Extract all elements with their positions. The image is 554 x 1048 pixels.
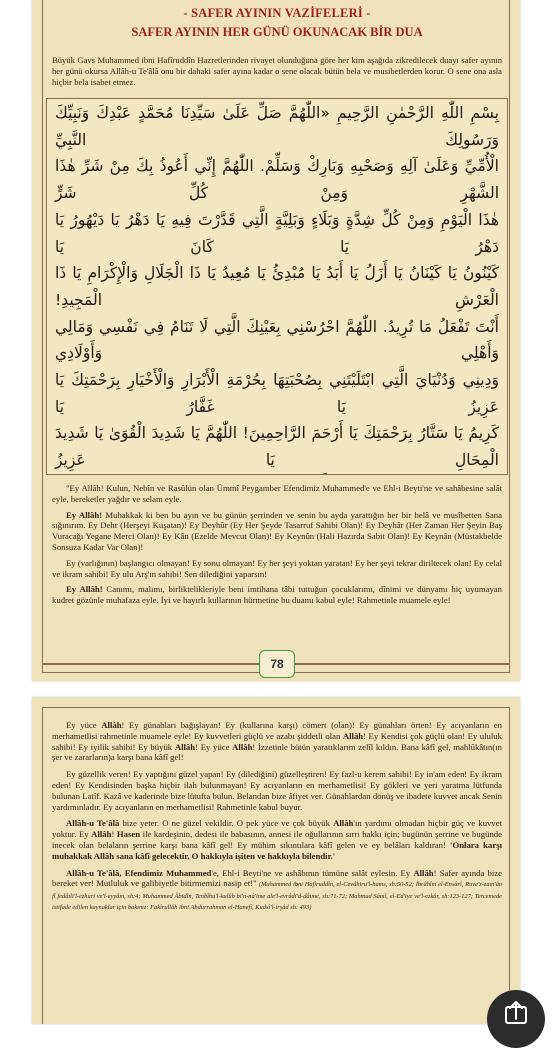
translation-paragraph xyxy=(52,868,502,912)
page-number-badge: 78 xyxy=(259,650,295,678)
paragraph-text: 'e, Ehl-i Beyti'ne ve ashâbının tümüne salât eylesin. Ey xyxy=(211,867,414,878)
arabic-line: بِسْمِ اللّٰهِ الرَّحْمٰنِ الرَّحِيمِ «اللّٰهُمَّ صَلِّ عَلَىٰ سَيِّدِنَا مُحَمَّدٍ عَبْدِكَ وَنَبِيِّكَ وَرَسُولِكَ النَّبِيِّ xyxy=(55,104,499,149)
page-number-rule-left xyxy=(42,663,259,665)
arabic-line: هٰذَا الْيَوْمِ وَمِنْ كُلِّ شِدَّةٍ وَبَلَاءٍ وَبَلِيَّةٍ الَّتِي قَدَّرْتَ فِيهِ يَا دَهْرُ يَا دَيْهُورُ يَا دَهْرُ يَا كَانَ يَا xyxy=(55,210,499,256)
scroll-to-top-button[interactable] xyxy=(487,990,545,1048)
translation-paragraph xyxy=(52,818,502,861)
arabic-line: أَنْتَ تَفْعَلُ مَا تُرِيدُ. اللّٰهُمَّ احْرُسْنِي بِعَيْنِكَ الَّتِي لَا تَنَامُ فِي نَفْسِي وَمَالِي وَأَهْلِي وَأَوْلَادِي xyxy=(55,317,499,363)
dua-title: SAFER AYININ HER GÜNÜ OKUNACAK BİR DUA xyxy=(131,25,423,39)
bold-phrase: Hasen xyxy=(116,829,141,840)
bold-phrase: Allâh xyxy=(413,867,434,878)
translation-paragraph xyxy=(52,510,502,553)
arabic-dua-box xyxy=(46,98,508,475)
arabic-line xyxy=(55,474,499,475)
paragraph-text: ! Ey günahları bağışlayan! Ey (kullarına karşı) cömert (olan)! Ey günahları örten! Ey acıyanların en merhametlisi rahmetinle muamele eyle! Ey kuvvetleri güçlü ve azabı şiddetli olan xyxy=(52,720,502,741)
paragraph-text: bize yeter. O ne güzel vekildir. O pek yüce ve çok büyük xyxy=(119,818,334,829)
arabic-line: الْأُمِّيِّ وَعَلَىٰ آلِهِ وَصَحْبِهِ وَبَارِكْ وَسَلِّمْ. اللّٰهُمَّ إِنِّي أَعُوذُ بِكَ مِنْ شَرِّ هٰذَا الشَّهْرِ وَمِنْ كُلِّ شَرٍّ xyxy=(55,157,499,203)
paragraph-text: ! Safer ayında bize bereket ver! Mutluluk ve galibiyetle bitirmemizi nasip et!" xyxy=(52,867,502,889)
bold-phrase: Allâh xyxy=(342,730,364,741)
translation-paragraph xyxy=(52,720,502,763)
paragraph-text: 'ın yardımı olmadan hiçbir güç ve kuvvet yoktur. Ey xyxy=(52,818,502,840)
paragraph-text: "Ey Allâh! Kulun, Nebîn ve Rasûlün olan Ümmî Peygamber Efendimiz Muhammed'e ve Ehl-i Beyti'ne ve sahâbesine salât eyle, bereketler yağdır ve selam eyle. xyxy=(52,483,502,504)
paragraph-text: Muhakkak ki ben bu ayın ve bu günün şerrinden ve senin bu ayda yarattığın her bir belâ ve musîbetten Sana sığınırım. Ey Dehr (Herşeyi Kuşatan)! Ey Deyhûr (Ey Her Şeyde Tasarruf Sahibi Olan)! Ey Deyhâr (Her Zaman Her Şeyin Baş Vuracağı Yegane Merci Olan)! Ey Kân (Ezelde Mevcut Olan)! Ey Keynûn (Hali Hazırda Sabit Olan)! Ey Keynân (Müstakbelde Sonsuza Kadar Var Olan)! xyxy=(52,509,502,552)
bold-phrase: Allâh-u Te'âlâ xyxy=(66,818,120,829)
bold-phrase: Allâh xyxy=(174,741,196,752)
paragraph-text: Canımı, malımı, birliktelikleriyle beni imtihana tâbi tuttuğun çocuklarımı, dînimi ve dünyamı hiç uyumayan kudret gözünle muhafaza eyle. İyi ve hayırlı kullarının hürmetine bu duamı kabul eyle! Rahmetinle muamele eyle! xyxy=(52,584,502,606)
bold-phrase: Ey Allâh! xyxy=(66,584,103,595)
bold-phrase: Allâh xyxy=(91,829,112,840)
bold-phrase: Allâh xyxy=(333,818,354,829)
arrow-up-icon xyxy=(503,990,529,1030)
source-citation: (Muhammed ibni Hafîruddîn, el-Cevâhiru'l-hams, sh:50-52; İbrâhîm el-Ensârî, Ruve'z-zam'ân fî fedâili'l-ezhuri ve'l-eyyâm, sh:4; Muhammed Âbidîn, Tenbîhu'l-kulûb bi'n-nâ'ime ale'l-evrâdi'd-dâime, sh:71-72; Mahmud Sâmî, el-Ed'iye ve'l-ezkâr, sh:123-127; Tercemede istifade edilen kaynaklar için bakınız: Fakîrullâh ibni Abdurrahman el-Hanefî, Kudsî'l-irşâd sh: 493) xyxy=(52,881,502,911)
bold-phrase: Allâh xyxy=(101,720,122,730)
paragraph-text: ! Ey yüce xyxy=(195,741,233,752)
translation-paragraph xyxy=(52,769,502,812)
arabic-line: وَدِينِي وَدُنْيَايَ الَّتِي ابْتَلَيْتَنِي بِصُحْبَتِهَا بِحُرْمَةِ الْأَبْرَارِ وَالْأَخْيَارِ بِرَحْمَتِكَ يَا عَزِيزُ يَا غَفَّارُ يَا xyxy=(55,371,499,416)
page-number-rule-right xyxy=(294,663,510,665)
paragraph-text: ! xyxy=(111,829,117,840)
arabic-dua-text xyxy=(47,99,507,475)
paragraph-text: ! Ey Kendisi çok güçlü olan! Ey ululuk sahibi! Ey iyilik sahibi! Ey büyük xyxy=(52,730,502,752)
translation-paragraph xyxy=(52,584,502,606)
translation-paragraph xyxy=(52,483,502,505)
intro-paragraph: Büyük Gavs Muhammed ibni Hafîruddîn Hazretlerinden rivayet olunduğuna göre her kim aşağıda zikredilecek duayı safer ayının her günü okursa Allâh-u Te'âlâ onu bir dahaki safer ayına kadar o sene olacak bütün bela ve musibetlerden korur. O sene ona asla hiçbir bela isabet etmez. xyxy=(52,55,502,87)
arabic-line: كَيْنُونُ يَا كَيْنَانُ يَا أَزَلُ يَا أَبَدُ يَا مُبْدِئُ يَا مُعِيدُ يَا ذَا الْجَلَالِ وَالْإِكْرَامِ يَا ذَا الْعَرْشِ الْمَجِيدِ! xyxy=(55,264,499,309)
section-title: - SAFER AYININ VAZİFELERİ - xyxy=(183,6,371,20)
turkish-translation-part2 xyxy=(52,720,502,918)
translation-paragraph xyxy=(52,558,502,580)
bold-phrase: Allâh-u Te'âlâ, Efendimiz Muhammed xyxy=(66,867,212,878)
turkish-translation-part1 xyxy=(52,483,502,611)
paragraph-text: ile kardeşinin, dedesi ile babasının, annesi ile oğullarının sırrı hakkı için; bugünün şerrine ve bugünde inecek olan belaların şerrine karşı bana kâfî gel! Ey mühim sıkıntılara kâfî gelen ve ey belâları kaldıran! xyxy=(52,829,502,850)
paragraph-text: Ey güzellik veren! Ey yaptığını güzel yapan! Ey (dilediğini) güzelleştiren! Ey fazl-u kerem sahibi! Ey in'am eden! Ey ikram eden! Ey Kendisinden başka hiçbir ilah bulunmayan! Ey acıyanların en merhametlisi! Ey gökleri ve yeri yaratma lütfunda bulunan Latîf. Kazâ ve kaderinde bize lütufta bulun. Belandan bize âfiyet ver. Günahlardan dönüş ve ibadete kuvvet ancak Senin yardımınladır. Ey acıyanların en merhametlisi! Rahmetinle kabul buyur. xyxy=(52,769,502,812)
bold-phrase: 'Onlara karşı muhakkak Allâh sana kâfî gelecektir, O hakkıyla işiten ve hakkıyla bilendir.' xyxy=(52,839,502,861)
paragraph-text: Ey yüce xyxy=(66,720,102,730)
bold-phrase: Allâh xyxy=(232,741,253,752)
arabic-line: كَرِيمُ يَا سَتَّارُ بِرَحْمَتِكَ يَا أَرْحَمَ الرَّاحِمِينَ! اللّٰهُمَّ يَا شَدِيدَ الْقُوَىٰ يَا شَدِيدَ الْمِحَالِ يَا عَزِيزُ xyxy=(55,424,499,470)
paragraph-text: Ey (varlığının) başlangıcı olmayan! Ey sonu olmayan! Ey her şeyi yoktan yaratan! Ey her şeyi tekrar diriltecek olan! Ey celal ve ikram sahibi! Ey ulu Arş'ın sahibi! Sen dilediğini yaparsın! xyxy=(52,557,502,579)
paragraph-text: ! İzzetinle bütün yaratıklarım zelîl kıldın. Bana kâfî gel, mahlûkâtın(ın şer ve zararların)a karşı bana kâfî gel! xyxy=(52,741,502,763)
bold-phrase: Ey Allâh! xyxy=(66,509,103,520)
